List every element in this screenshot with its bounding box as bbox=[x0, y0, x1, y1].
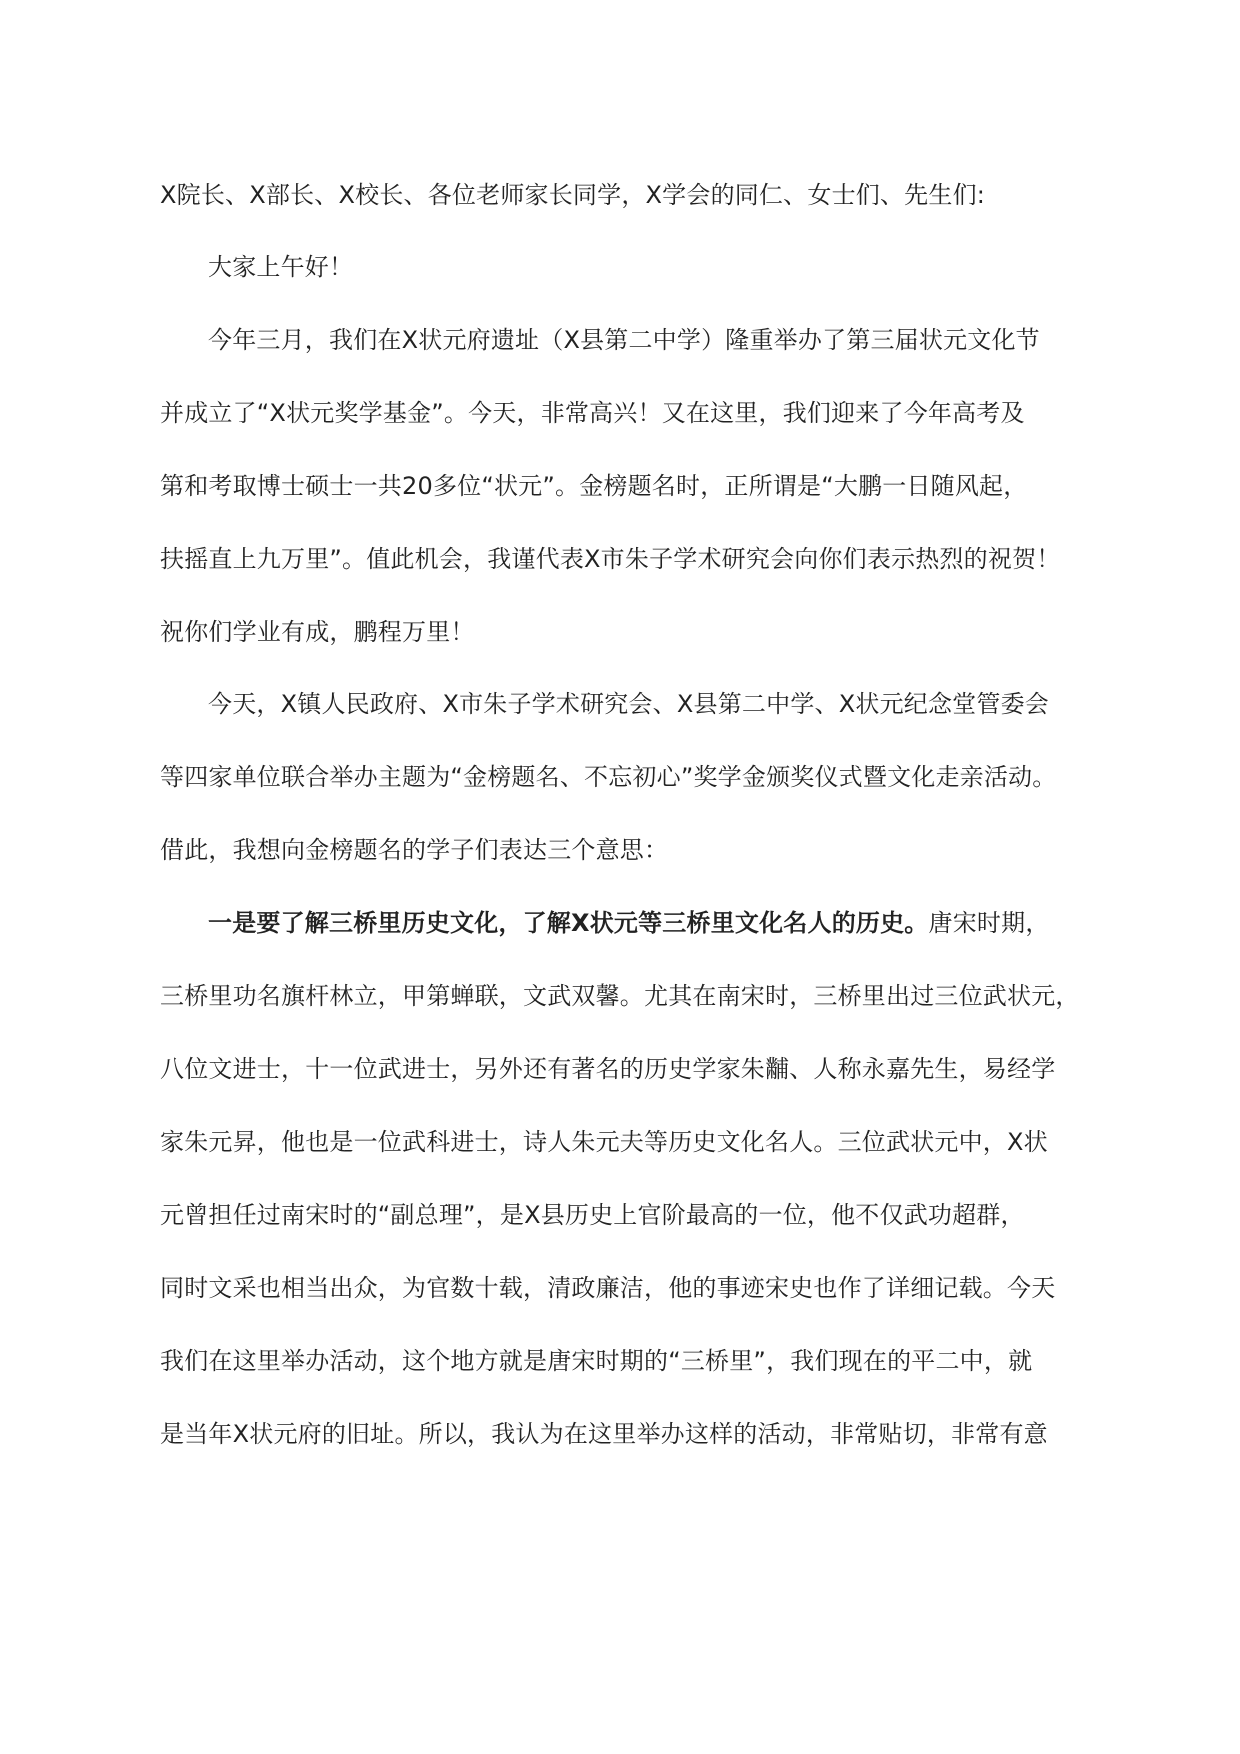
greeting-line: 大家上午好！ bbox=[208, 253, 354, 281]
paragraph-line: 元曾担任过南宋时的“副总理”，是X县历史上官阶最高的一位，他不仅武功超群， bbox=[160, 1201, 1025, 1229]
paragraph-line bbox=[208, 908, 1050, 938]
section-heading: 一是要了解三桥里历史文化，了解X状元等三桥里文化名人的历史。 bbox=[208, 909, 929, 937]
paragraph-text: 唐宋时期， bbox=[928, 909, 1050, 937]
paragraph-line: 三桥里功名旗杆林立，甲第蝉联，文武双馨。尤其在南宋时，三桥里出过三位武状元， bbox=[160, 982, 1080, 1010]
paragraph-line: 等四家单位联合举办主题为“金榜题名、不忘初心”奖学金颁奖仪式暨文化走亲活动。 bbox=[160, 763, 1057, 791]
paragraph-line: 今天，X镇人民政府、X市朱子学术研究会、X县第二中学、X状元纪念堂管委会 bbox=[208, 690, 1049, 718]
paragraph-line: 并成立了“X状元奖学基金”。今天，非常高兴！又在这里，我们迎来了今年高考及 bbox=[160, 399, 1025, 427]
paragraph-line: 我们在这里举办活动，这个地方就是唐宋时期的“三桥里”，我们现在的平二中，就 bbox=[160, 1347, 1033, 1375]
paragraph-line: 扶摇直上九万里”。值此机会，我谨代表X市朱子学术研究会向你们表示热烈的祝贺！ bbox=[160, 545, 1061, 573]
paragraph-line: 家朱元昇，他也是一位武科进士，诗人朱元夫等历史文化名人。三位武状元中，X状 bbox=[160, 1128, 1048, 1156]
paragraph-line: 借此，我想向金榜题名的学子们表达三个意思： bbox=[160, 836, 669, 864]
paragraph-line: 今年三月，我们在X状元府遗址（X县第二中学）隆重举办了第三届状元文化节 bbox=[208, 326, 1040, 354]
paragraph-line: 是当年X状元府的旧址。所以，我认为在这里举办这样的活动，非常贴切，非常有意 bbox=[160, 1420, 1048, 1448]
salutation-line: X院长、X部长、X校长、各位老师家长同学，X学会的同仁、女士们、先生们: bbox=[160, 181, 986, 209]
paragraph-line: 八位文进士，十一位武进士，另外还有著名的历史学家朱黼、人称永嘉先生，易经学 bbox=[160, 1055, 1056, 1083]
paragraph-line: 祝你们学业有成，鹏程万里！ bbox=[160, 618, 475, 646]
paragraph-line: 同时文采也相当出众，为官数十载，清政廉洁，他的事迹宋史也作了详细记载。今天 bbox=[160, 1274, 1056, 1302]
paragraph-line: 第和考取博士硕士一共20多位“状元”。金榜题名时，正所谓是“大鹏一日随风起， bbox=[160, 472, 1028, 500]
